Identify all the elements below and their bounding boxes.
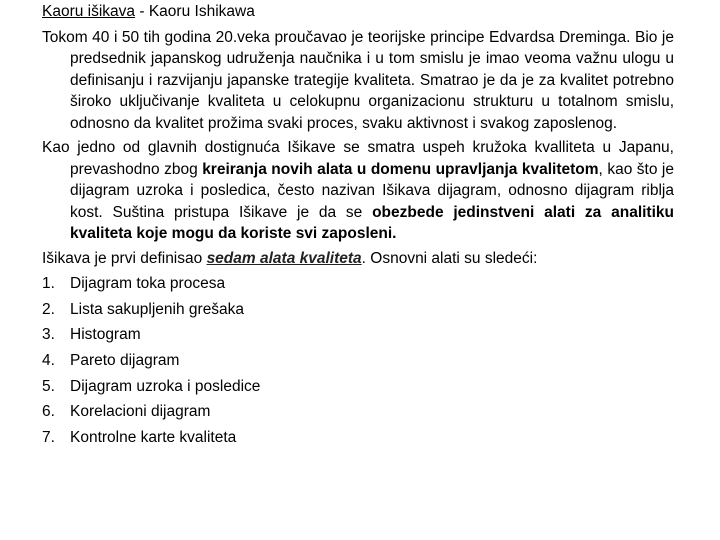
list-item-label: Lista sakupljenih grešaka bbox=[70, 300, 245, 318]
list-item-label: Histogram bbox=[70, 326, 141, 344]
title-separator: - bbox=[139, 3, 145, 20]
list-item-label: Pareto dijagram bbox=[70, 352, 180, 370]
list-item-label: Kontrolne karte kvaliteta bbox=[70, 429, 237, 447]
list-item-number: 4. bbox=[42, 352, 55, 370]
list-item bbox=[42, 273, 674, 299]
list-item bbox=[42, 401, 674, 427]
list-item-number: 6. bbox=[42, 403, 55, 421]
list-item-number: 5. bbox=[42, 377, 55, 395]
list-item-label: Korelacioni dijagram bbox=[70, 403, 211, 421]
document-page bbox=[42, 0, 674, 453]
paragraph-biography: Tokom 40 i 50 tih godina 20.veka proučavao je teorijske principe Edvardsa Dreminga. Bio je predsednik japanskog udruženja naučnika i u tom smislu je imao veoma važnu ulogu u definisanju i razvijanju japanske trategije kvaliteta. Smatrao je da je za kvalitet potrebno široko uključivanje kvaliteta u celokupnu organizacionu strukturu u totalnom smislu, odnosno da kvalitet prožima svaki proces, svaku aktivnost i svakog zaposlenog. bbox=[42, 28, 674, 132]
list-item bbox=[42, 376, 674, 402]
achievements-bold-2: obezbede jedinstveni alati za analitiku kvaliteta koje mogu da koriste svi zaposleni. bbox=[70, 203, 674, 242]
list-item-number: 3. bbox=[42, 326, 55, 344]
paragraph-achievements bbox=[42, 137, 674, 245]
list-item-number: 2. bbox=[42, 300, 55, 318]
achievements-text-1: Kao jedno od glavnih dostignuća Išikave se smatra uspeh kružoka kvalliteta u Japanu, prevashodno zbog bbox=[42, 139, 674, 178]
list-item-number: 1. bbox=[42, 275, 55, 292]
list-item bbox=[42, 427, 674, 453]
document-title bbox=[42, 1, 674, 23]
intro-text-after: . Osnovni alati su sledeći: bbox=[361, 249, 538, 267]
seven-tools-link[interactable]: sedam alata kvaliteta bbox=[206, 249, 362, 267]
list-item bbox=[42, 299, 674, 325]
intro-text-before: Išikava je prvi definisao bbox=[42, 249, 207, 267]
list-item-number: 7. bbox=[42, 429, 55, 447]
achievements-bold-1: kreiranja novih alata u domenu upravljanja kvalitetom bbox=[202, 160, 599, 178]
list-item bbox=[42, 350, 674, 376]
tools-intro bbox=[42, 248, 674, 270]
title-name-serbian: Kaoru išikava bbox=[42, 3, 136, 20]
list-item-label: Dijagram toka procesa bbox=[70, 275, 226, 292]
title-name-english: Kaoru Ishikawa bbox=[148, 3, 255, 20]
list-item bbox=[42, 324, 674, 350]
achievements-text-2: , kao što je dijagram uzroka i posledica, često nazivan Išikava dijagram, odnosno dijagram riblja kost. Suština pristupa Išikave je da se bbox=[70, 160, 674, 221]
list-item-label: Dijagram uzroka i posledice bbox=[70, 377, 261, 395]
quality-tools-list bbox=[42, 273, 674, 453]
